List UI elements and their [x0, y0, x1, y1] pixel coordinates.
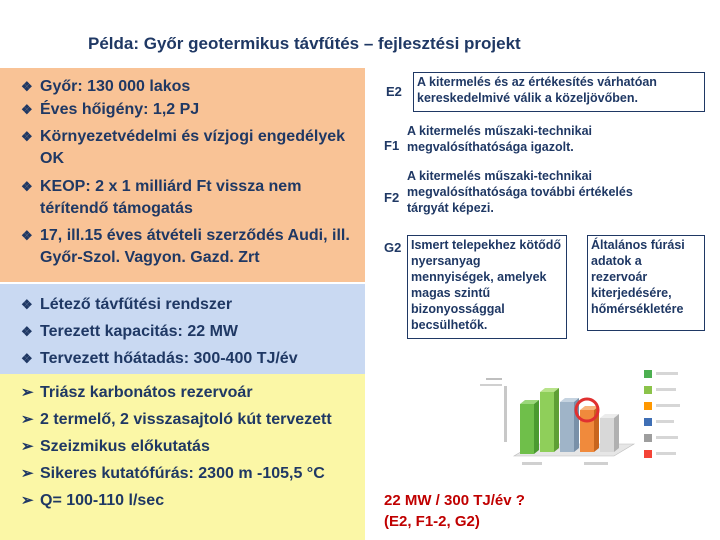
list-item: ➢ Q= 100-110 l/sec	[18, 490, 332, 512]
diamond-bullet-icon: ❖	[21, 351, 33, 366]
diamond-bullet-icon: ❖	[21, 324, 33, 339]
code-f1: F1	[384, 138, 400, 153]
unfc-cube-diagram	[474, 352, 688, 484]
code-e2: E2	[386, 84, 402, 99]
list-item: ➢ 2 termelő, 2 visszasajtoló kút tervezett	[18, 409, 332, 431]
f1-description: A kitermelés műszaki-technikai megvalósíthatósága igazolt.	[407, 124, 593, 154]
arrow-bullet-icon: ➢	[21, 411, 34, 428]
panel-district-heating	[0, 284, 365, 374]
code-f2: F2	[384, 190, 400, 205]
diamond-bullet-icon: ❖	[21, 102, 33, 117]
arrow-bullet-icon: ➢	[21, 438, 34, 455]
diamond-bullet-icon: ❖	[21, 297, 33, 312]
code-g2: G2	[384, 240, 402, 255]
slide-title: Példa: Győr geotermikus távfűtés – fejlesztési projekt	[88, 34, 521, 53]
arrow-bullet-icon: ➢	[21, 465, 34, 482]
list-item: ❖ 17, ill.15 éves átvételi szerződés Audi, ill. Győr-Szol. Vagyon. Gazd. Zrt	[21, 227, 350, 266]
arrow-bullet-icon: ➢	[21, 492, 34, 509]
diamond-bullet-icon: ❖	[21, 79, 33, 94]
result-line-capacity: 22 MW / 300 TJ/év ?	[384, 492, 525, 509]
diamond-bullet-icon: ❖	[21, 228, 33, 243]
list-item: ❖ Létező távfűtési rendszer	[18, 294, 298, 316]
list-item: ❖ Terezett kapacitás: 22 MW	[18, 321, 298, 343]
g2-description-box: Ismert telepekhez kötődő nyersanyag mennyiségek, amelyek magas szintű bizonyossággal becsülhetők.	[407, 235, 567, 339]
list-item: ❖ KEOP: 2 x 1 milliárd Ft vissza nem térítendő támogatás	[21, 178, 302, 217]
result-estimate	[384, 490, 525, 532]
panel-reservoir	[0, 374, 365, 540]
panel-project-basics	[0, 68, 365, 282]
list-item: ➢ Szeizmikus előkutatás	[18, 436, 332, 458]
list-item: ➢ Sikeres kutatófúrás: 2300 m -105,5 °C	[18, 463, 332, 485]
f2-description: A kitermelés műszaki-technikai megvalósíthatósága további értékelés tárgyát képezi.	[407, 169, 633, 215]
list-item: ❖ Éves hőigény: 1,2 PJ	[18, 99, 365, 121]
diamond-bullet-icon: ❖	[21, 129, 33, 144]
list-item: ➢ Triász karbonátos rezervoár	[18, 382, 332, 404]
unfc-classification-diagram	[474, 352, 688, 484]
list-item: ❖ Tervezett hőátadás: 300-400 TJ/év	[18, 348, 298, 370]
list-item: ❖ Környezetvédelmi és vízjogi engedélyek OK	[21, 128, 346, 167]
result-line-classification: (E2, F1-2, G2)	[384, 513, 480, 530]
arrow-bullet-icon: ➢	[21, 384, 34, 401]
e2-description-box: A kitermelés és az értékesítés várhatóan kereskedelmivé válik a közeljövőben.	[413, 72, 705, 112]
general-drilling-data-box: Általános fúrási adatok a rezervoár kiterjedésére, hőmérsékletére	[587, 235, 705, 331]
diamond-bullet-icon: ❖	[21, 179, 33, 194]
list-item: ❖ Győr: 130 000 lakos	[18, 76, 365, 98]
